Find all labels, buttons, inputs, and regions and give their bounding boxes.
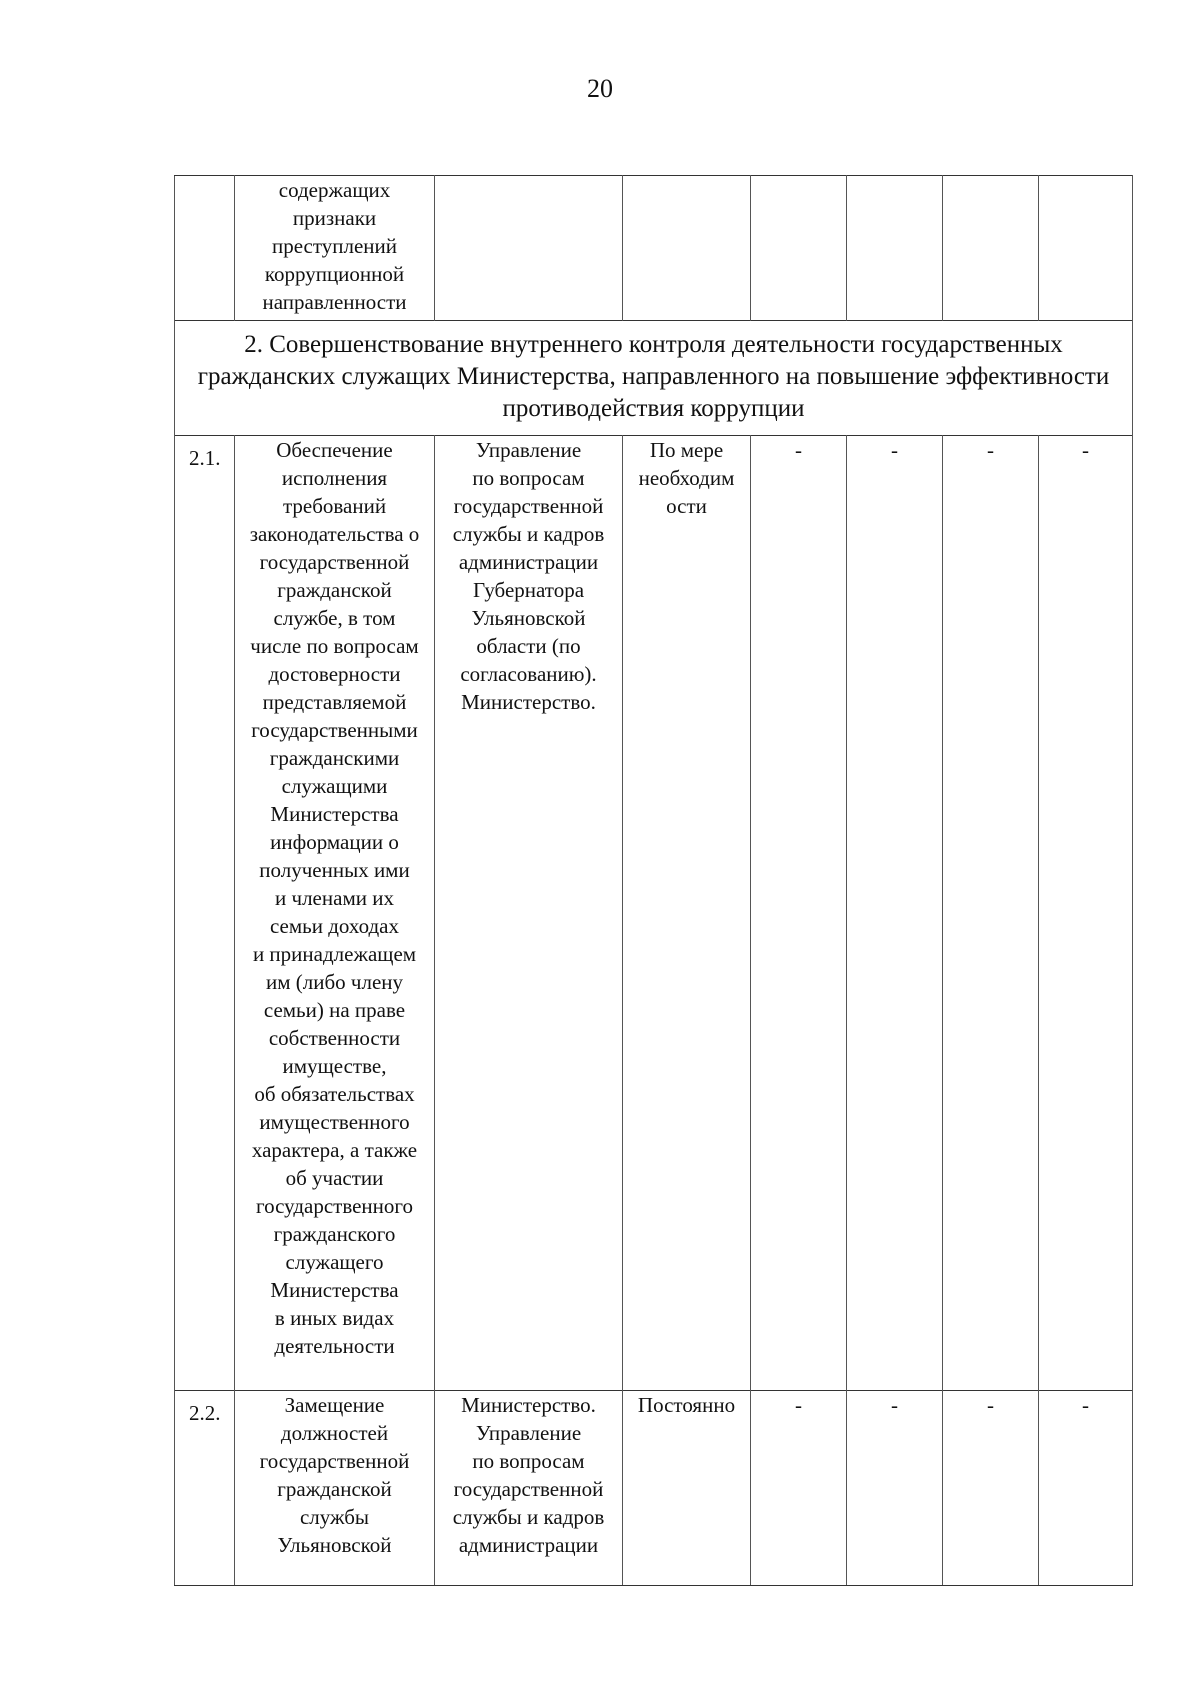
executor-cell: [435, 176, 623, 321]
measure-text: Обеспечение исполнения требований законодательства о государственной гражданской службе, в том числе по вопросам достоверности представляемой государственными гражданскими служащими Министерства информации о полученных ими и членами их семьи доходах и принадлежащем им (либо члену семьи) на праве собственности имуществе, об обязательствах имущественного характера, а также об участии государственного гражданского служащего Министерства в иных видах деятельности: [249, 438, 420, 1358]
executor-text: Управление по вопросам государственной службы и кадров администрации Губернатора Ульяновской области (по согласованию). Министерство.: [452, 438, 605, 714]
table-row: [175, 1391, 1133, 1586]
continuation-row: [175, 176, 1133, 321]
value-cell: [751, 176, 847, 321]
term-cell: [623, 176, 751, 321]
value-cell: -: [1039, 436, 1133, 1391]
value-cell: [943, 176, 1039, 321]
value-cell: -: [751, 1391, 847, 1586]
page-number: 20: [587, 74, 613, 103]
measure-cell: [235, 176, 435, 321]
value-cell: -: [943, 436, 1039, 1391]
value-cell: [847, 176, 943, 321]
measure-text: содержащих признаки преступлений коррупционной направленности: [262, 178, 407, 314]
executor-text: Министерство. Управление по вопросам государственной службы и кадров администрации: [452, 1393, 605, 1557]
term-text: Постоянно: [637, 1393, 736, 1417]
value-cell: -: [943, 1391, 1039, 1586]
measure-cell: [235, 436, 435, 1391]
section-title: 2. Совершенствование внутреннего контроля деятельности государственных гражданских служащих Министерства, направленного на повышение эффективности противодействия коррупции: [175, 321, 1133, 436]
term-cell: [623, 1391, 751, 1586]
value-cell: -: [847, 1391, 943, 1586]
term-text: По мере необходим ости: [638, 438, 735, 518]
executor-cell: [435, 1391, 623, 1586]
value-cell: [1039, 176, 1133, 321]
num-cell: [175, 176, 235, 321]
value-cell: -: [1039, 1391, 1133, 1586]
anticorruption-plan-table: [174, 175, 1133, 1586]
value-cell: -: [751, 436, 847, 1391]
value-cell: -: [847, 436, 943, 1391]
executor-cell: [435, 436, 623, 1391]
section-heading-row: [175, 321, 1133, 436]
measure-cell: [235, 1391, 435, 1586]
row-number: 2.2.: [175, 1391, 235, 1586]
measure-text: Замещение должностей государственной гражданской службы Ульяновской: [259, 1393, 410, 1557]
term-cell: [623, 436, 751, 1391]
table-row: [175, 436, 1133, 1391]
row-number: 2.1.: [175, 436, 235, 1391]
